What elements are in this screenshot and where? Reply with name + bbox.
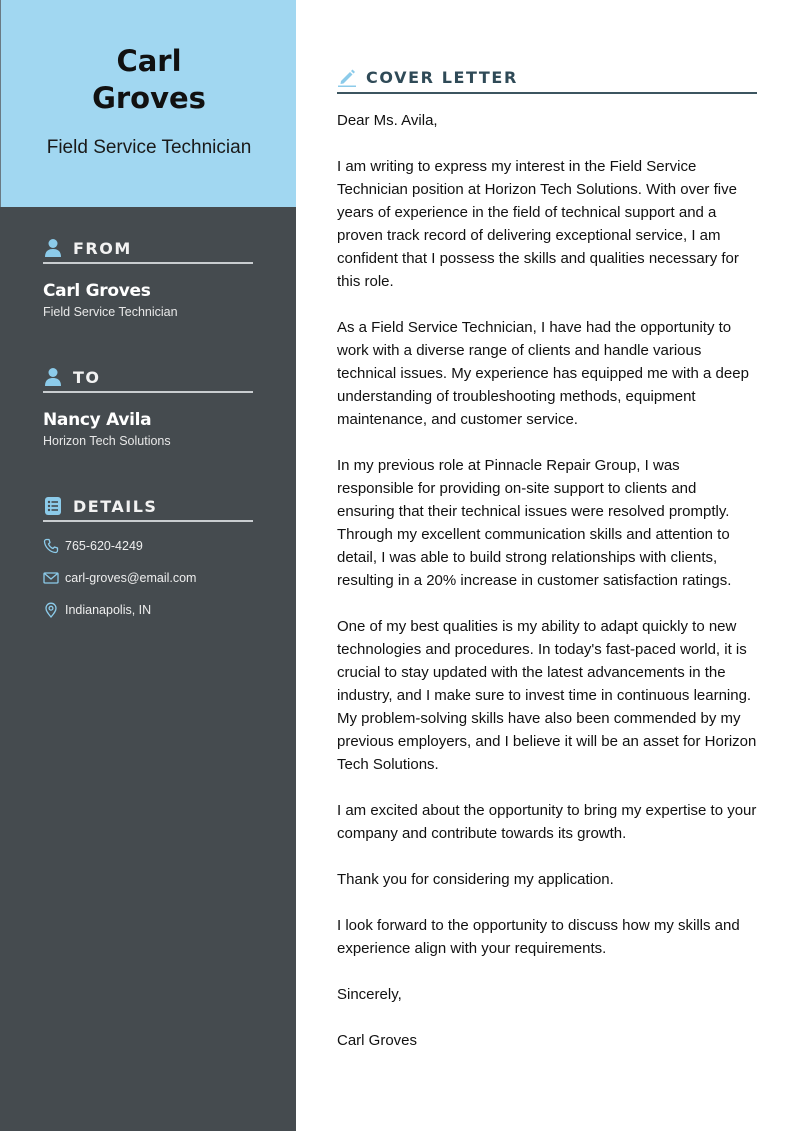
location-row bbox=[43, 594, 253, 626]
sender-name: Carl Groves bbox=[43, 281, 151, 301]
phone-number[interactable]: 765-620-4249 bbox=[65, 539, 143, 553]
to-label: TO bbox=[73, 367, 101, 387]
to-heading bbox=[43, 365, 253, 393]
letter-paragraph: As a Field Service Technician, I have had the opportunity to work with a diverse range of clients and handle various technical issues. My experience has equipped me with a deep understanding of troubleshooting methods, equipment maintenance, and customer service. bbox=[337, 319, 749, 428]
details-section bbox=[43, 494, 253, 626]
recipient-company: Horizon Tech Solutions bbox=[43, 434, 171, 448]
letter-paragraph: One of my best qualities is my ability to adapt quickly to new technologies and procedures. In today's fast-paced world, it is crucial to stay updated with the latest advancements in the industry, and I make sure to invest time in continuous learning. My problem-solving skills have also been commended by my previous employers, and I believe it will be an asset for Horizon Tech Solutions. bbox=[337, 618, 757, 773]
letter-body bbox=[337, 109, 757, 1052]
letter-paragraph: I am excited about the opportunity to bring my expertise to your company and contribute towards its growth. bbox=[337, 802, 757, 842]
from-label: FROM bbox=[73, 238, 132, 258]
sidebar bbox=[0, 0, 296, 1131]
location-pin-icon bbox=[43, 602, 59, 618]
cover-letter-label: COVER LETTER bbox=[366, 67, 518, 87]
phone-icon bbox=[43, 538, 59, 554]
pencil-icon bbox=[337, 67, 357, 87]
letter-paragraph: I am writing to express my interest in the Field Service Technician position at Horizon Tech Solutions. With over five years of experience in the field of technical support and a proven track record of delivering exceptional service, I am confident that I possess the skills and qualities necessary for this role. bbox=[337, 158, 739, 290]
from-section bbox=[43, 236, 253, 319]
name-header bbox=[0, 0, 296, 207]
details-heading bbox=[43, 494, 253, 522]
signature: Carl Groves bbox=[337, 1032, 418, 1049]
first-name: Carl bbox=[116, 44, 182, 78]
letter-paragraph: In my previous role at Pinnacle Repair Group, I was responsible for providing on-site support to clients and ensuring that their technical issues were resolved promptly. Through my excellent communication skills and attention to detail, I was able to build strong relationships with clients, resulting in a 20% increase in customer satisfaction ratings. bbox=[337, 457, 732, 589]
cover-letter-heading bbox=[337, 62, 757, 94]
cover-letter-section bbox=[337, 62, 757, 1075]
candidate-name bbox=[1, 43, 297, 117]
email-row bbox=[43, 562, 253, 594]
details-label: DETAILS bbox=[73, 496, 158, 516]
job-title: Field Service Technician bbox=[46, 137, 252, 158]
closing: Sincerely, bbox=[337, 986, 402, 1003]
details-list bbox=[43, 530, 253, 626]
email-icon bbox=[43, 570, 59, 586]
from-heading bbox=[43, 236, 253, 264]
location-text: Indianapolis, IN bbox=[65, 603, 152, 617]
sender-title: Field Service Technician bbox=[43, 305, 178, 319]
list-icon bbox=[43, 496, 63, 516]
email-address[interactable]: carl-groves@email.com bbox=[65, 571, 197, 585]
salutation: Dear Ms. Avila, bbox=[337, 112, 438, 129]
user-icon bbox=[43, 238, 63, 258]
recipient-name: Nancy Avila bbox=[43, 410, 152, 430]
last-name: Groves bbox=[92, 81, 206, 115]
phone-row bbox=[43, 530, 253, 562]
letter-paragraph: Thank you for considering my application. bbox=[337, 871, 614, 888]
user-icon bbox=[43, 367, 63, 387]
letter-paragraph: I look forward to the opportunity to discuss how my skills and experience align with your requirements. bbox=[337, 917, 740, 957]
to-section bbox=[43, 365, 253, 448]
